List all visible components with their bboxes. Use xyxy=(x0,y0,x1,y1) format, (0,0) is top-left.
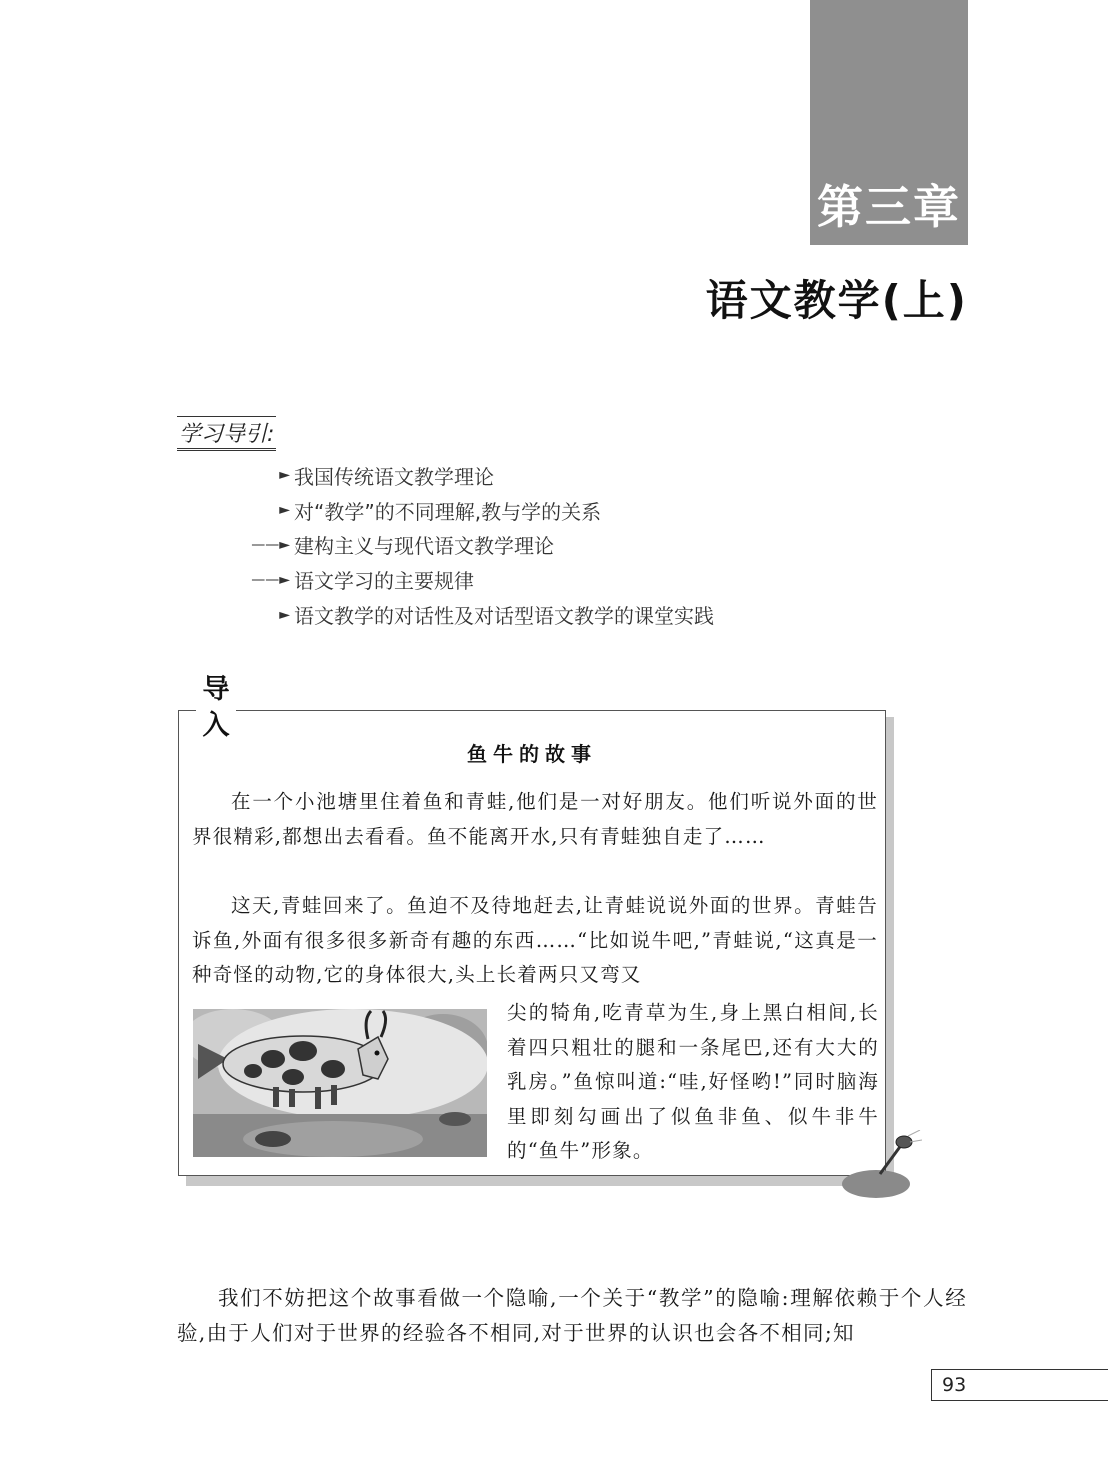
guide-item-text: 建构主义与现代语文教学理论 xyxy=(294,534,554,559)
guide-item xyxy=(230,597,714,632)
guide-heading: 学习导引: xyxy=(177,416,276,451)
page-number: 93 xyxy=(931,1369,1108,1401)
guide-item xyxy=(230,562,714,597)
guide-item xyxy=(230,458,714,493)
chapter-title: 语文教学(上) xyxy=(705,276,968,325)
guide-item xyxy=(230,528,714,563)
story-paragraph-2: 这天,青蛙回来了。鱼迫不及待地赶去,让青蛙说说外面的世界。青蛙告诉鱼,外面有很多很多新奇有趣的东西……“比如说牛吧,”青蛙说,“这真是一种奇怪的动物,它的身体很大,头上长着两只又弯又 xyxy=(192,894,878,986)
arrow-icon: ► xyxy=(279,606,290,623)
intro-label: 导入 xyxy=(196,672,236,744)
chapter-tab xyxy=(810,0,968,245)
arrow-icon: ——► xyxy=(251,536,290,553)
story-paragraph-1: 在一个小池塘里住着鱼和青蛙,他们是一对好朋友。他们听说外面的世界很精彩,都想出去看看。鱼不能离开水,只有青蛙独自走了…… xyxy=(192,790,878,848)
guide-item xyxy=(230,493,714,528)
guide-list xyxy=(230,458,714,632)
guide-item-text: 对“教学”的不同理解,教与学的关系 xyxy=(294,499,602,524)
guide-item-text: 语文学习的主要规律 xyxy=(294,569,474,594)
pushpin-icon xyxy=(838,1130,922,1202)
story-title: 鱼牛的故事 xyxy=(467,742,597,766)
story-paragraph-3: 尖的犄角,吃青草为生,身上黑白相间,长着四只粗壮的腿和一条尾巴,还有大大的乳房。”鱼惊叫道:“哇,好怪哟!”同时脑海里即刻勾画出了似鱼非鱼、似牛非牛的“鱼牛”形象。 xyxy=(507,1001,879,1162)
arrow-icon: ► xyxy=(279,502,290,519)
guide-item-text: 我国传统语文教学理论 xyxy=(294,464,494,489)
arrow-icon: ► xyxy=(279,467,290,484)
guide-item-text: 语文教学的对话性及对话型语文教学的课堂实践 xyxy=(294,604,714,629)
arrow-icon: ——► xyxy=(251,571,290,588)
chapter-number: 第三章 xyxy=(817,180,961,234)
body-paragraph: 我们不妨把这个故事看做一个隐喻,一个关于“教学”的隐喻:理解依赖于个人经验,由于人们对于世界的经验各不相同,对于世界的认识也会各不相同;知 xyxy=(177,1286,967,1345)
fish-cow-illustration xyxy=(193,1009,487,1157)
